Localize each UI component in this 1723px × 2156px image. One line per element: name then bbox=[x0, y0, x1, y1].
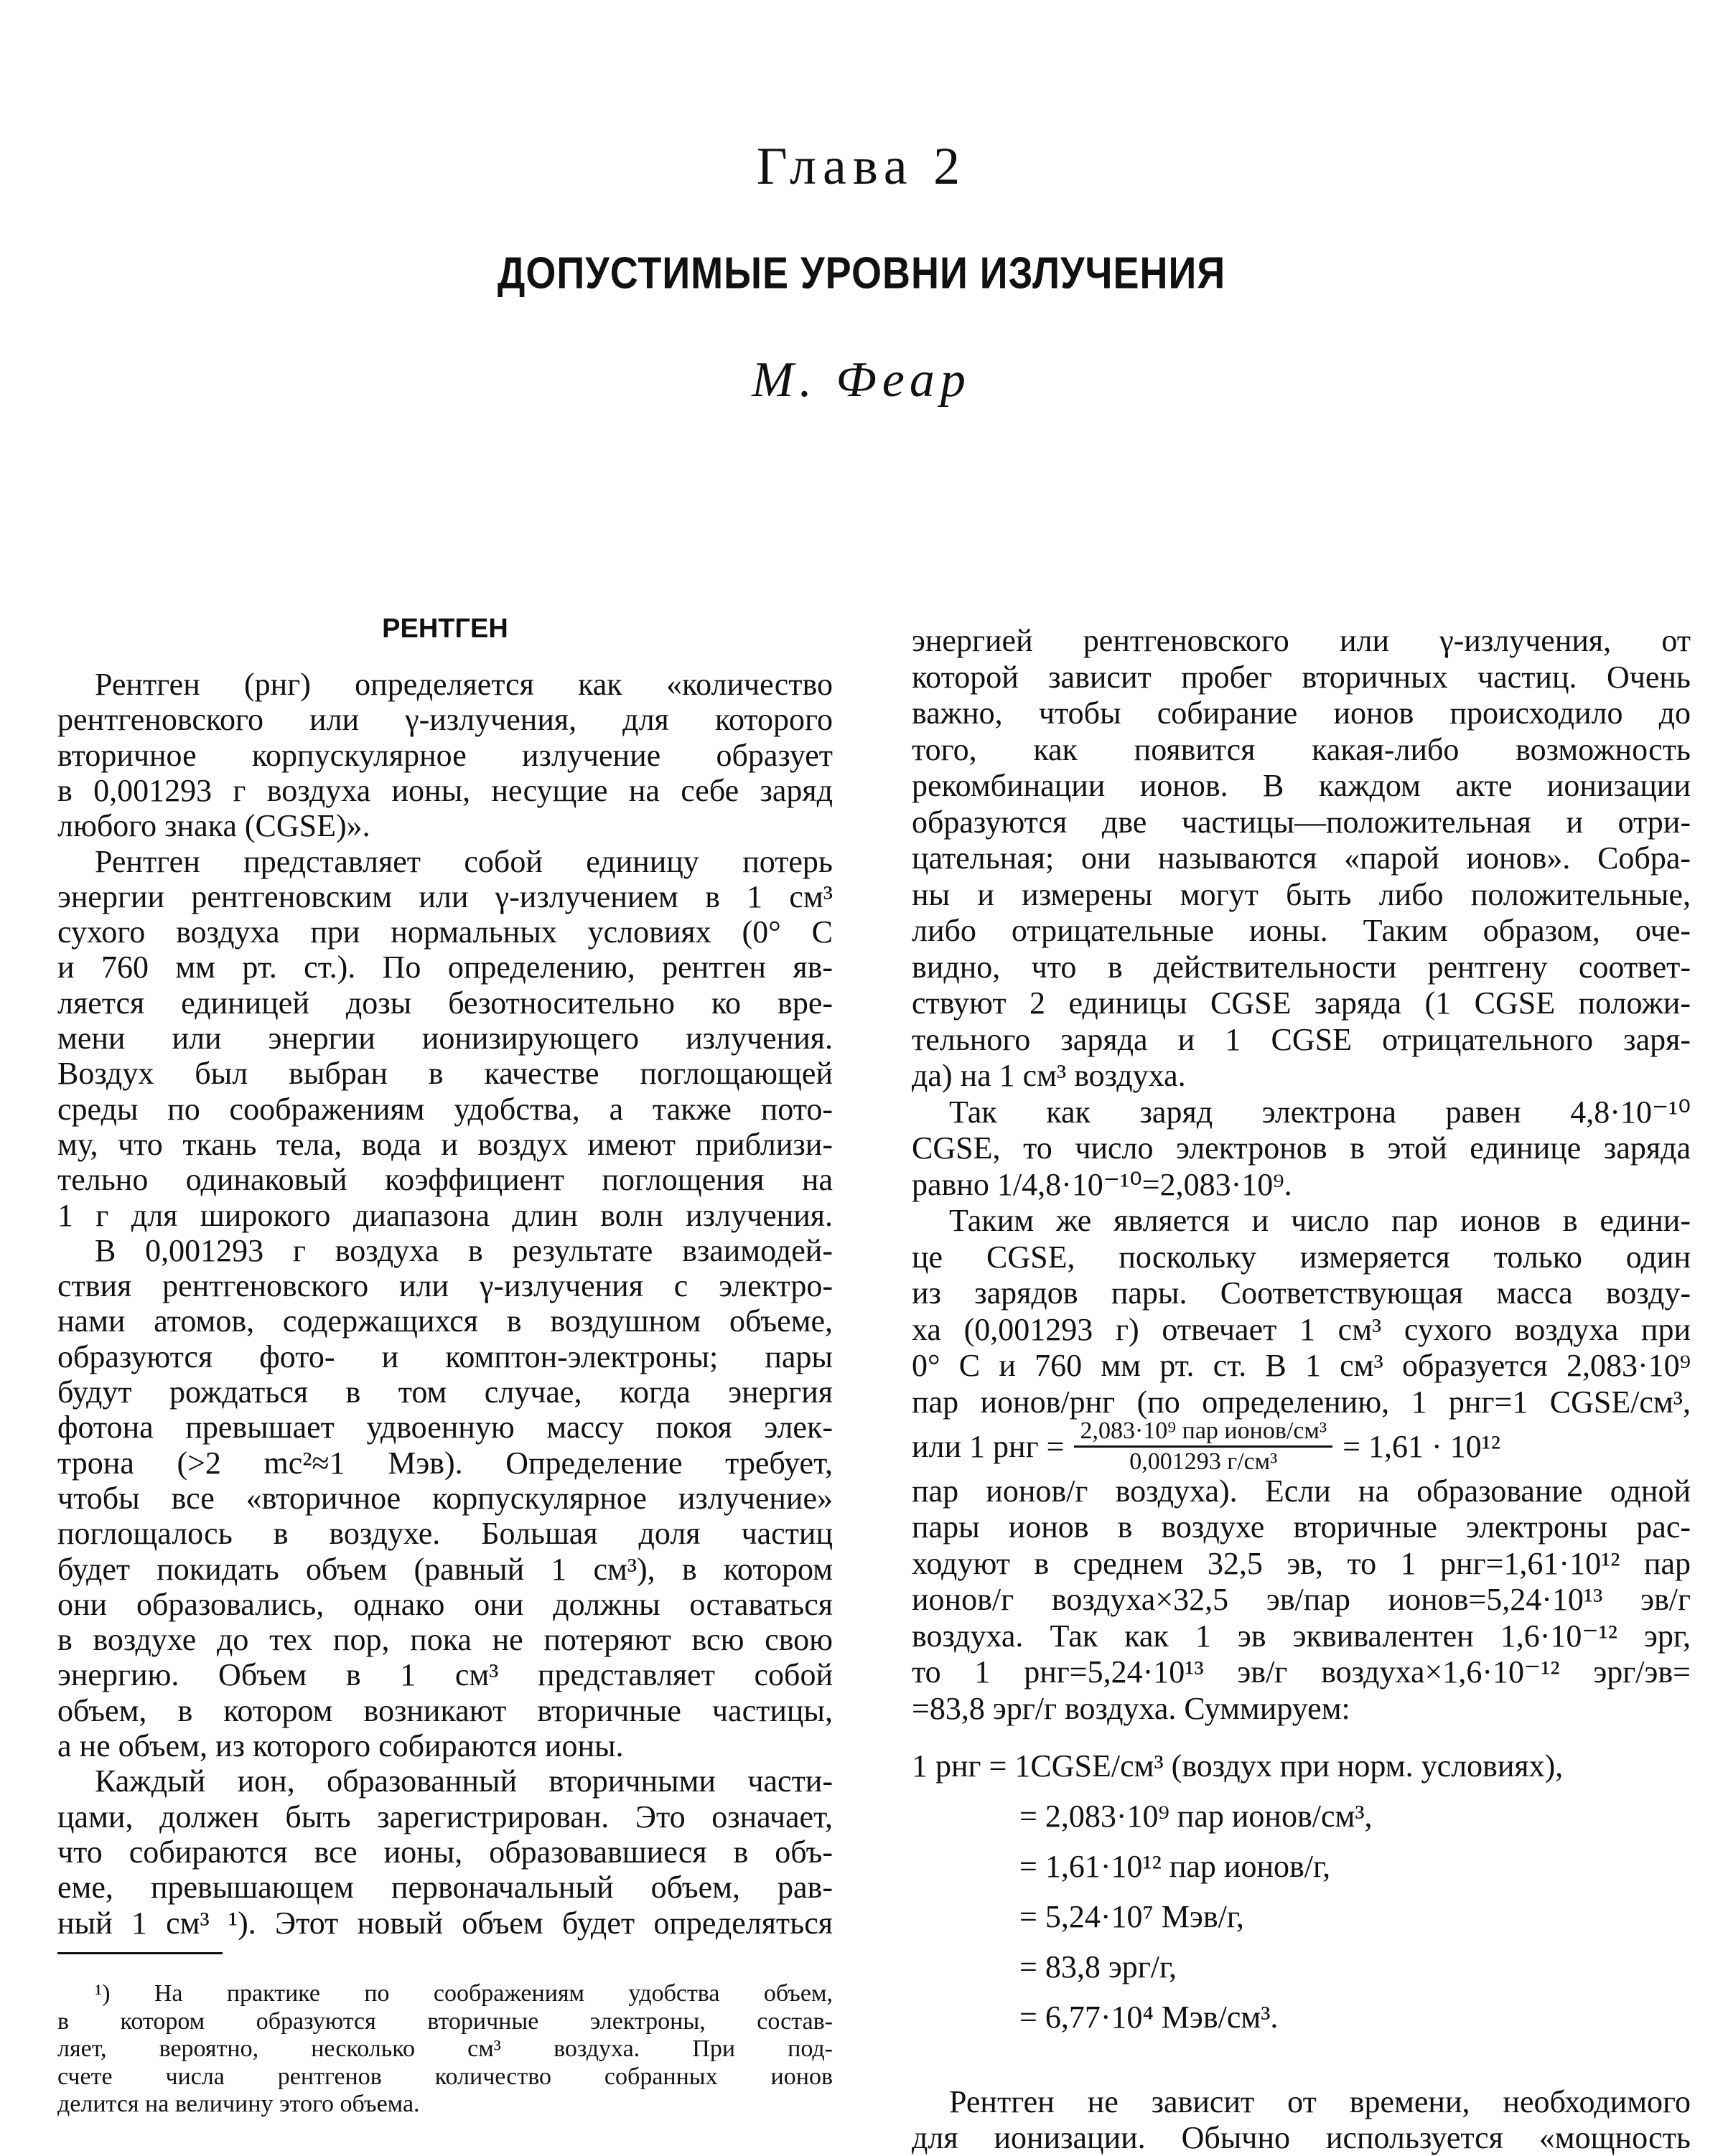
text-line: Таким же является и число пар ионов в едини- bbox=[949, 1203, 1691, 1238]
text-line: энергии рентгеновским или γ-излучением в 1 см³ bbox=[57, 878, 833, 914]
text-line: Каждый ион, образованный вторичными части- bbox=[95, 1763, 833, 1799]
footnote-line: делится на величину этого объема. bbox=[57, 2091, 420, 2117]
left-column bbox=[57, 0, 833, 2143]
text-line: еме, превышающем первоначальный объем, рав- bbox=[57, 1870, 833, 1906]
text-line: которой зависит пробег вторичных частиц. Очень bbox=[912, 659, 1691, 695]
text-line: чтобы все «вторичное корпускулярное излучение» bbox=[57, 1480, 833, 1516]
text-line: в 0,001293 г воздуха ионы, несущие на себе заряд bbox=[57, 772, 833, 808]
text-line: тельного заряда и 1 CGSE отрицательного заря- bbox=[912, 1021, 1691, 1057]
text-line: равно 1/4,8·10⁻¹⁰=2,083·10⁹. bbox=[912, 1166, 1292, 1202]
text-line: пары ионов в воздухе вторичные электроны рас- bbox=[912, 1509, 1691, 1545]
text-line: а не объем, из которого собираются ионы. bbox=[57, 1728, 624, 1763]
text-line: ходуют в среднем 32,5 эв, то 1 рнг=1,61·10¹² пар bbox=[912, 1545, 1691, 1581]
fraction bbox=[1074, 1417, 1332, 1476]
text-line: пар ионов/рнг (по определению, 1 рнг=1 CGSE/см³, bbox=[912, 1384, 1691, 1420]
text-line: пар ионов/г воздуха). Если на образование одной bbox=[912, 1473, 1691, 1509]
text-line: =83,8 эрг/г воздуха. Суммируем: bbox=[912, 1690, 1350, 1726]
fraction-denominator: 0,001293 г/см³ bbox=[1129, 1448, 1278, 1475]
text-line: образуются две частицы—положительная и отри- bbox=[912, 804, 1691, 840]
text-line: видно, что в действительности рентгену соответ- bbox=[912, 949, 1691, 985]
text-line: ионов/г воздуха×32,5 эв/пар ионов=5,24·10¹³ эв/г bbox=[912, 1582, 1691, 1617]
text-line: мени или энергии ионизирующего излучения. bbox=[57, 1021, 833, 1056]
text-line: любого знака (CGSE)». bbox=[57, 808, 370, 844]
fraction-numerator: 2,083·10⁹ пар ионов/см³ bbox=[1074, 1417, 1332, 1448]
text-line: да) на 1 см³ воздуха. bbox=[912, 1058, 1186, 1093]
text-line: 1 рнг = 1CGSE/см³ (воздух при норм. условиях), bbox=[912, 1748, 1564, 1784]
text-line: Воздух был выбран в качестве поглощающей bbox=[57, 1056, 833, 1092]
text-line: рентгеновского или γ-излучения, для которого bbox=[57, 702, 833, 738]
chapter-number: Глава 2 bbox=[756, 137, 967, 196]
text-line: среды по соображениям удобства, а также пото- bbox=[57, 1091, 833, 1127]
text-line: ха (0,001293 г) отвечает 1 см³ сухого воздуха при bbox=[912, 1311, 1691, 1347]
text-line: ствия рентгеновского или γ-излучения с электро- bbox=[57, 1268, 833, 1304]
formula-result: = 1,61 · 10¹² bbox=[1343, 1428, 1500, 1464]
section-heading: РЕНТГЕН bbox=[382, 614, 508, 644]
text-line: цательная; они называются «парой ионов». Собра- bbox=[912, 840, 1691, 876]
footnote-divider bbox=[57, 1952, 223, 1954]
text-line: и 760 мм рт. ст.). По определению, рентген яв- bbox=[57, 950, 833, 985]
right-column bbox=[912, 0, 1691, 2155]
text-line: рекомбинации ионов. В каждом акте ионизации bbox=[912, 768, 1691, 803]
text-line: будут рождаться в том случае, когда энергия bbox=[57, 1374, 833, 1410]
author-name: М. Феар bbox=[752, 352, 971, 408]
formula-prefix: или 1 рнг = bbox=[912, 1428, 1065, 1464]
text-line: фотона превышает удвоенную массу покоя элек- bbox=[57, 1410, 833, 1445]
text-line: сухого воздуха при нормальных условиях (0° С bbox=[57, 914, 833, 950]
text-line: нами атомов, содержащихся в воздушном объеме, bbox=[57, 1303, 833, 1339]
text-line: В 0,001293 г воздуха в результате взаимодей- bbox=[95, 1232, 833, 1268]
text-line: важно, чтобы собирание ионов происходило до bbox=[912, 695, 1691, 731]
text-line: ляется единицей дозы безотносительно ко вре- bbox=[57, 985, 833, 1021]
footnote-line: в котором образуются вторичные электроны, состав- bbox=[57, 2007, 833, 2035]
text-line: Рентген (рнг) определяется как «количество bbox=[95, 667, 833, 702]
text-line: = 5,24·10⁷ Мэв/г, bbox=[1019, 1898, 1244, 1934]
text-line: либо отрицательные ионы. Таким образом, оче- bbox=[912, 913, 1691, 948]
text-line: из зарядов пары. Соответствующая масса возду- bbox=[912, 1275, 1691, 1311]
text-line: воздуха. Так как 1 эв эквивалентен 1,6·10⁻¹² эрг, bbox=[912, 1618, 1691, 1654]
text-line: энергию. Объем в 1 см³ представляет собой bbox=[57, 1657, 833, 1693]
text-line: ный 1 см³ ¹). Этот новый объем будет определяться bbox=[57, 1905, 833, 1941]
text-line: образуются фото- и комптон-электроны; пары bbox=[57, 1339, 833, 1374]
footnote-line: счете числа рентгенов количество собранных ионов bbox=[57, 2063, 833, 2090]
footnote-line: ¹) На практике по соображениям удобства объем, bbox=[95, 1980, 833, 2007]
text-line: будет покидать объем (равный 1 см³), в котором bbox=[57, 1551, 833, 1587]
chapter-title: ДОПУСТИМЫЕ УРОВНИ ИЗЛУЧЕНИЯ bbox=[497, 248, 1226, 299]
text-line: для ионизации. Обычно используется «мощность bbox=[912, 2120, 1691, 2155]
text-line: в воздухе до тех пор, пока не потеряют всю свою bbox=[57, 1622, 833, 1658]
text-line: ны и измерены могут быть либо положительные, bbox=[912, 876, 1691, 912]
text-line: Рентген не зависит от времени, необходимого bbox=[949, 2084, 1691, 2119]
text-line: поглощалось в воздухе. Большая доля частиц bbox=[57, 1516, 833, 1552]
text-line: вторичное корпускулярное излучение образует bbox=[57, 737, 833, 773]
text-line: тельно одинаковый коэффициент поглощения на bbox=[57, 1162, 833, 1198]
text-line: объем, в котором возникают вторичные частицы, bbox=[57, 1692, 833, 1728]
text-line: 0° С и 760 мм рт. ст. В 1 см³ образуется 2,083·10⁹ bbox=[912, 1348, 1691, 1383]
text-line: = 2,083·10⁹ пар ионов/см³, bbox=[1019, 1798, 1373, 1834]
text-line: = 6,77·10⁴ Мэв/см³. bbox=[1019, 1999, 1279, 2035]
text-line: Так как заряд электрона равен 4,8·10⁻¹⁰ bbox=[949, 1094, 1691, 1130]
text-line: то 1 рнг=5,24·10¹³ эв/г воздуха×1,6·10⁻¹² эрг/эв= bbox=[912, 1654, 1691, 1689]
text-line: ствуют 2 единицы CGSE заряда (1 CGSE положи- bbox=[912, 985, 1691, 1021]
text-line: = 83,8 эрг/г, bbox=[1019, 1949, 1177, 1984]
text-line: му, что ткань тела, вода и воздух имеют приблизи- bbox=[57, 1126, 833, 1162]
text-line: они образовались, однако они должны оставаться bbox=[57, 1586, 833, 1622]
text-line: Рентген представляет собой единицу потерь bbox=[95, 843, 833, 879]
text-line: что собираются все ионы, образовавшиеся в объ- bbox=[57, 1834, 833, 1870]
text-line: = 1,61·10¹² пар ионов/г, bbox=[1019, 1848, 1331, 1884]
fraction-formula bbox=[912, 1415, 1691, 1479]
text-line: це CGSE, поскольку измеряется только один bbox=[912, 1239, 1691, 1275]
text-line: CGSE, то число электронов в этой единице заряда bbox=[912, 1130, 1691, 1166]
text-line: энергией рентгеновского или γ-излучения, от bbox=[912, 623, 1691, 658]
footnote-line: ляет, вероятно, несколько см³ воздуха. При под- bbox=[57, 2035, 833, 2062]
text-line: 1 г для широкого диапазона длин волн излучения. bbox=[57, 1197, 833, 1233]
text-line: цами, должен быть зарегистрирован. Это означает, bbox=[57, 1799, 833, 1834]
text-line: трона (>2 mc²≈1 Мэв). Определение требует, bbox=[57, 1445, 833, 1481]
text-line: того, как появится какая-либо возможность bbox=[912, 731, 1691, 767]
